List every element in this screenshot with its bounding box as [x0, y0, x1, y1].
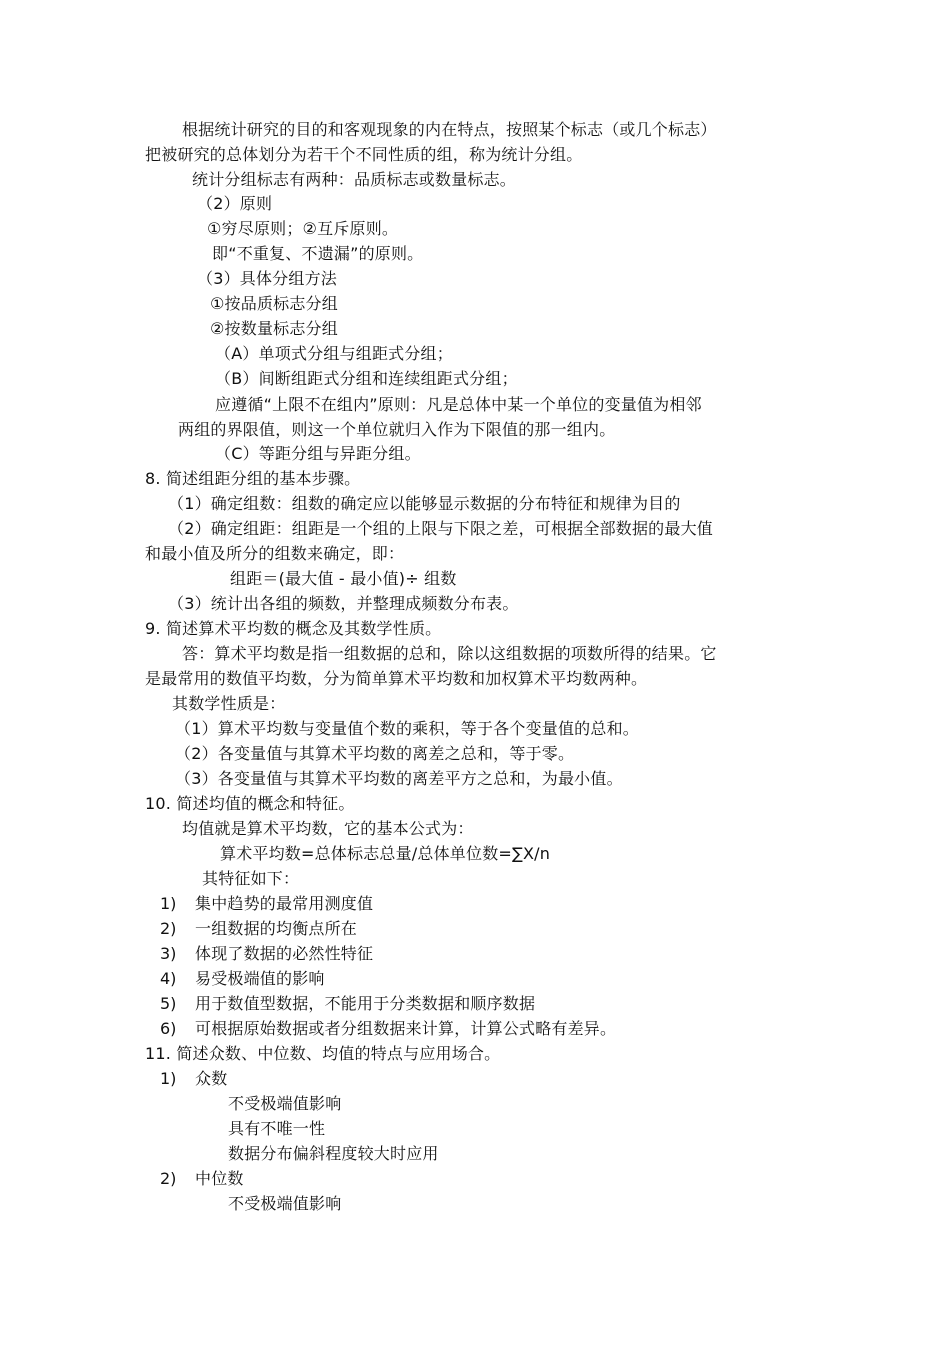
paragraph-line: 统计分组标志有两种：品质标志或数量标志。 [192, 170, 517, 189]
list-number: 3) [160, 944, 177, 963]
formula-line: 算术平均数=总体标志总量/总体单位数=∑X/n [220, 844, 551, 863]
question-heading: 11. 简述众数、中位数、均值的特点与应用场合。 [145, 1044, 501, 1063]
paragraph-line: ①穷尽原则；②互斥原则。 [207, 219, 399, 238]
list-subitem: 数据分布偏斜程度较大时应用 [228, 1144, 439, 1163]
question-heading: 10. 简述均值的概念和特征。 [145, 794, 355, 813]
list-item: 体现了数据的必然性特征 [195, 944, 374, 963]
paragraph-line: （B）间断组距式分组和连续组距式分组； [215, 369, 518, 388]
paragraph-line: （A）单项式分组与组距式分组； [215, 344, 453, 363]
paragraph-line: 根据统计研究的目的和客观现象的内在特点，按照某个标志（或几个标志） [182, 120, 717, 139]
paragraph-line: 均值就是算术平均数，它的基本公式为： [182, 819, 474, 838]
paragraph-line: 和最小值及所分的组数来确定，即： [145, 544, 405, 563]
section-heading: （2）原则 [197, 194, 273, 213]
paragraph-line: 把被研究的总体划分为若干个不同性质的组，称为统计分组。 [145, 145, 583, 164]
paragraph-line: 即“不重复、不遗漏”的原则。 [212, 244, 424, 263]
list-subitem: 不受极端值影响 [228, 1194, 342, 1213]
list-number: 4) [160, 969, 177, 988]
question-heading: 9. 简述算术平均数的概念及其数学性质。 [145, 619, 442, 638]
list-number: 6) [160, 1019, 177, 1038]
formula-line: 组距＝(最大值 - 最小值)÷ 组数 [230, 569, 457, 588]
list-number: 2) [160, 919, 177, 938]
paragraph-line: 两组的界限值，则这一个单位就归入作为下限值的那一组内。 [178, 420, 616, 439]
section-heading: （3）具体分组方法 [197, 269, 337, 288]
paragraph-line: （1）确定组数：组数的确定应以能够显示数据的分布特征和规律为目的 [168, 494, 681, 513]
paragraph-line: （2）各变量值与其算术平均数的离差之总和，等于零。 [175, 744, 575, 763]
paragraph-line: （3）统计出各组的频数，并整理成频数分布表。 [168, 594, 519, 613]
question-heading: 8. 简述组距分组的基本步骤。 [145, 469, 361, 488]
list-number: 1) [160, 894, 177, 913]
paragraph-line: （3）各变量值与其算术平均数的离差平方之总和，为最小值。 [175, 769, 623, 788]
list-item: 一组数据的均衡点所在 [195, 919, 358, 938]
paragraph-line: （2）确定组距：组距是一个组的上限与下限之差，可根据全部数据的最大值 [168, 519, 713, 538]
paragraph-line: 是最常用的数值平均数，分为简单算术平均数和加权算术平均数两种。 [145, 669, 648, 688]
list-item: 可根据原始数据或者分组数据来计算，计算公式略有差异。 [195, 1019, 617, 1038]
paragraph-line: 答：算术平均数是指一组数据的总和，除以这组数据的项数所得的结果。它 [182, 644, 717, 663]
paragraph-line: 应遵循“上限不在组内”原则：凡是总体中某一个单位的变量值为相邻 [215, 395, 702, 414]
list-number: 1) [160, 1069, 177, 1088]
paragraph-line: 其特征如下： [202, 869, 300, 888]
list-subitem: 不受极端值影响 [228, 1094, 342, 1113]
list-number: 5) [160, 994, 177, 1013]
paragraph-line: ①按品质标志分组 [210, 294, 338, 313]
paragraph-line: 其数学性质是： [172, 694, 286, 713]
list-item: 易受极端值的影响 [195, 969, 325, 988]
list-item: 用于数值型数据，不能用于分类数据和顺序数据 [195, 994, 536, 1013]
paragraph-line: （C）等距分组与异距分组。 [215, 444, 421, 463]
list-number: 2) [160, 1169, 177, 1188]
list-item-label: 中位数 [195, 1169, 244, 1188]
list-item-label: 众数 [195, 1069, 228, 1088]
list-subitem: 具有不唯一性 [228, 1119, 326, 1138]
paragraph-line: （1）算术平均数与变量值个数的乘积，等于各个变量值的总和。 [175, 719, 639, 738]
list-item: 集中趋势的最常用测度值 [195, 894, 374, 913]
paragraph-line: ②按数量标志分组 [210, 319, 338, 338]
